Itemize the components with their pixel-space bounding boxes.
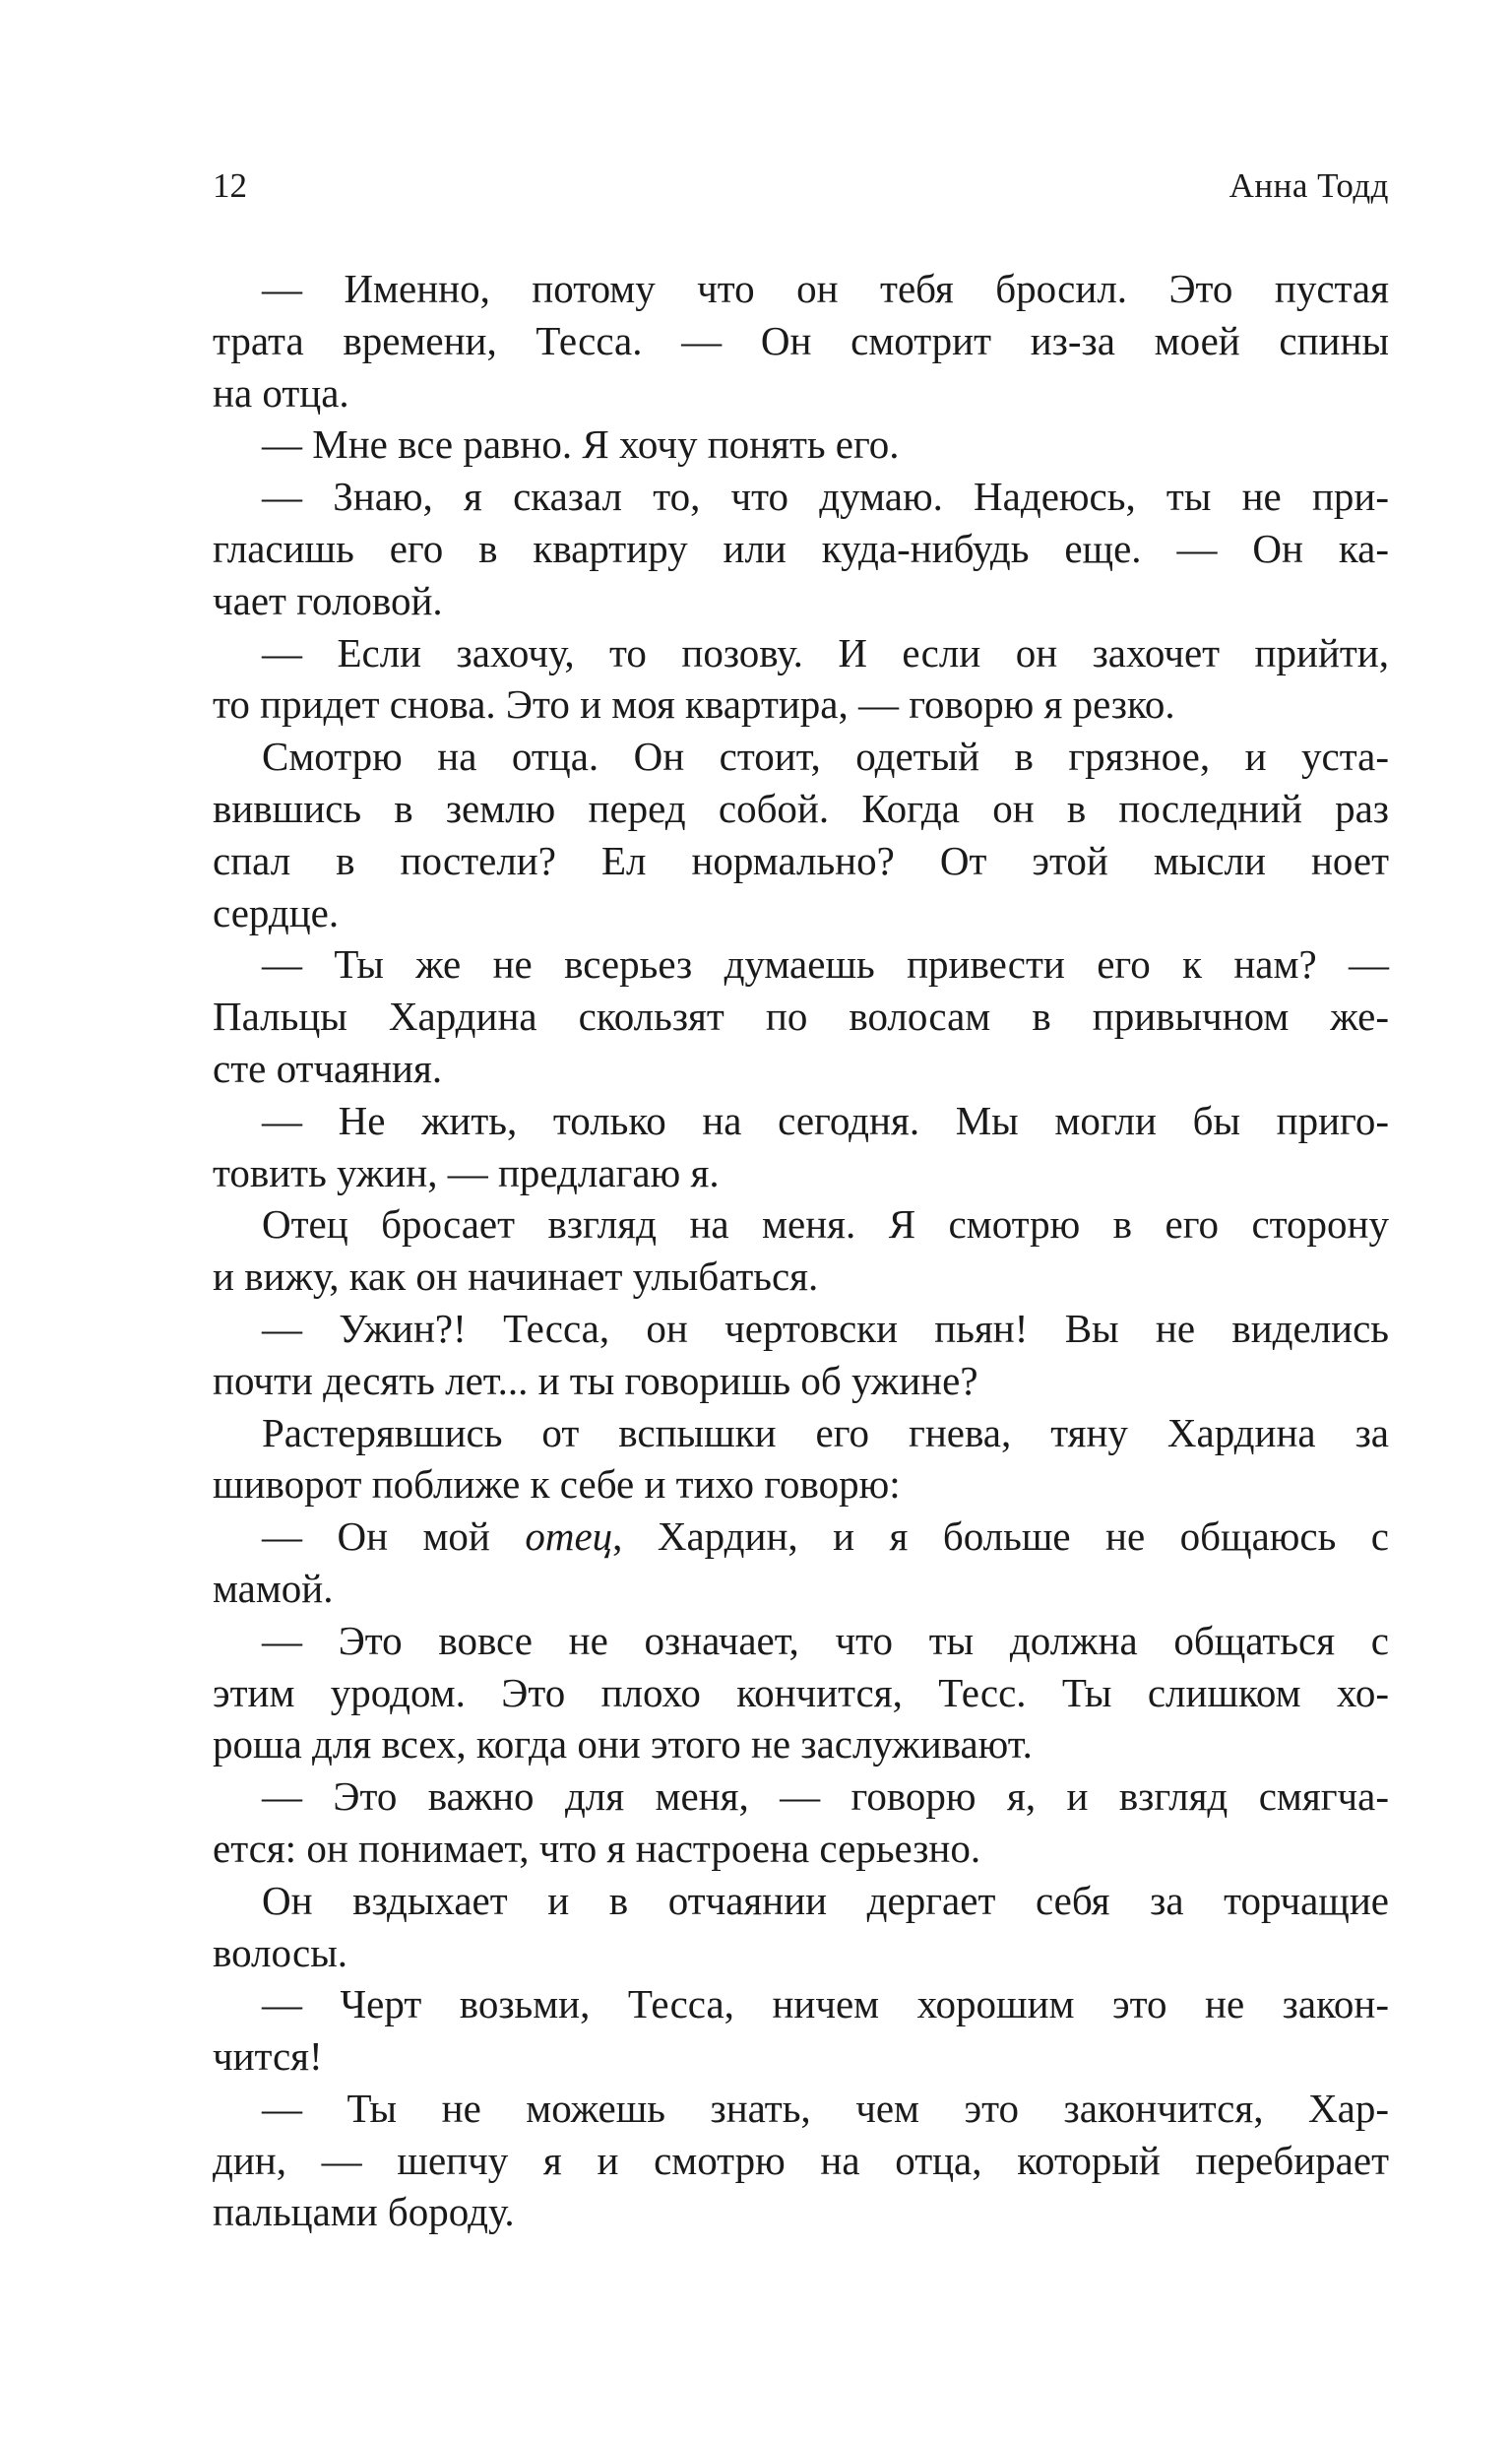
text-line: и вижу, как он начинает улыбаться. [213, 1254, 819, 1300]
text-line: роша для всех, когда они этого не заслуживают. [213, 1721, 1033, 1768]
text-line: — Именно, потому что он тебя бросил. Это пустая [262, 266, 1389, 311]
paragraph [213, 1978, 1389, 2083]
text-line: гласишь его в квартиру или куда-нибудь еще. — Он ка- [213, 525, 1389, 571]
text-line: пальцами бороду. [213, 2189, 515, 2235]
text-line: то придет снова. Это и моя квартира, — говорю я резко. [213, 681, 1175, 728]
paragraph [213, 1770, 1389, 1875]
page-number: 12 [213, 166, 247, 205]
text-line: волосы. [213, 1929, 348, 1975]
paragraph [213, 1198, 1389, 1303]
text-line: дин, — шепчу я и смотрю на отца, который перебирает [213, 2137, 1389, 2183]
emphasis-text: отец [525, 1513, 613, 1560]
text-line: — Мне все равно. Я хочу понять его. [262, 421, 900, 468]
text-line: Растерявшись от вспышки его гнева, тяну Хардина за [262, 1409, 1389, 1455]
text-line: вившись в землю перед собой. Когда он в последний раз [213, 785, 1389, 831]
text-line: Смотрю на отца. Он стоит, одетый в грязное, и уста- [262, 734, 1389, 780]
paragraph [213, 263, 1389, 418]
paragraph [213, 1303, 1389, 1407]
text-line: Отец бросает взгляд на меня. Я смотрю в его сторону [262, 1201, 1389, 1248]
text-segment: — Он мой [262, 1513, 526, 1560]
text-line: Он вздыхает и в отчаянии дергает себя за торчащие [262, 1877, 1389, 1923]
text-line: сте отчаяния. [213, 1045, 443, 1091]
text-line: чает головой. [213, 577, 443, 623]
text-line: шиворот поближе к себе и тихо говорю: [213, 1461, 901, 1508]
running-head [213, 163, 1389, 209]
text-line: товить ужин, — предлагаю я. [213, 1149, 720, 1195]
body-text [213, 263, 1389, 2238]
paragraph [213, 471, 1389, 626]
paragraph [213, 418, 1389, 471]
text-line: — Черт возьми, Тесса, ничем хорошим это не закон- [262, 1981, 1389, 2027]
paragraph [213, 731, 1389, 938]
text-line: трата времени, Тесса. — Он смотрит из-за моей спины [213, 317, 1389, 363]
paragraph [213, 1095, 1389, 1199]
text-line: Пальцы Хардина скользят по волосам в привычном же- [213, 994, 1389, 1040]
text-segment: , Хардин, и я больше не общаюсь с [612, 1513, 1389, 1560]
text-line: — Ты же не всерьез думаешь привести его к нам? — [262, 941, 1389, 988]
text-line: — Знаю, я сказал то, что думаю. Надеюсь, ты не при- [262, 474, 1389, 520]
paragraph [213, 1407, 1389, 1511]
text-line: — Ужин?! Тесса, он чертовски пьян! Вы не виделись [262, 1305, 1389, 1351]
text-line: на отца. [213, 369, 349, 416]
paragraph [213, 1511, 1389, 1615]
text-line: спал в постели? Ел нормально? От этой мысли ноет [213, 837, 1389, 883]
text-line: мамой. [213, 1565, 334, 1611]
paragraph [213, 627, 1389, 732]
paragraph [213, 1875, 1389, 1979]
text-line: — Ты не можешь знать, чем это закончится, Хар- [262, 2085, 1389, 2131]
text-line: — Если захочу, то позову. И если он захочет прийти, [262, 629, 1389, 675]
text-line: чится! [213, 2033, 323, 2080]
text-line: этим уродом. Это плохо кончится, Тесс. Ты слишком хо- [213, 1669, 1389, 1715]
text-line: — Это вовсе не означает, что ты должна общаться с [262, 1617, 1389, 1663]
paragraph [213, 938, 1389, 1094]
text-line [213, 1511, 1389, 1563]
paragraph [213, 1615, 1389, 1770]
text-line: — Не жить, только на сегодня. Мы могли бы приго- [262, 1097, 1389, 1143]
text-line: — Это важно для меня, — говорю я, и взгляд смягча- [262, 1773, 1389, 1820]
text-line: ется: он понимает, что я настроена серьезно. [213, 1825, 981, 1871]
paragraph [213, 2083, 1389, 2238]
text-line: почти десять лет... и ты говоришь об ужине? [213, 1357, 978, 1403]
text-line: сердце. [213, 889, 340, 935]
running-head-author: Анна Тодд [1228, 166, 1389, 205]
